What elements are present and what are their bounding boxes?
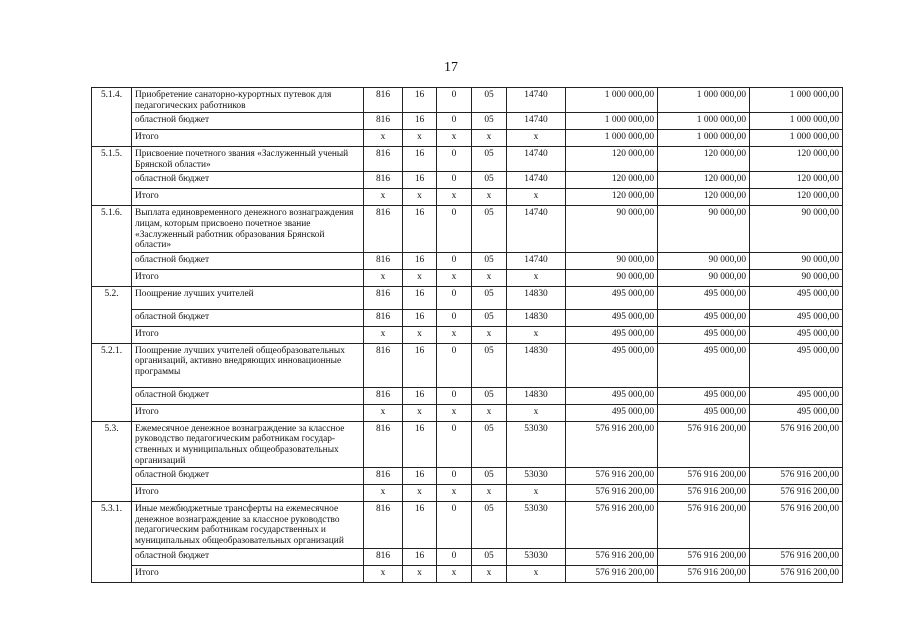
item-code: 5.1.6.: [92, 206, 132, 286]
classification-code: 14740: [507, 88, 566, 113]
total-label: Итого: [132, 269, 364, 286]
classification-code: 0: [437, 421, 472, 467]
amount-cell: 495 000,00: [750, 404, 843, 421]
classification-code: 0: [437, 172, 472, 189]
classification-code: 16: [403, 252, 437, 269]
table-row: [92, 286, 843, 309]
classification-code: 16: [403, 502, 437, 548]
classification-code: 14740: [507, 252, 566, 269]
table-row: [92, 206, 843, 252]
amount-cell: 576 916 200,00: [566, 421, 658, 467]
classification-code: 14830: [507, 286, 566, 309]
classification-code: 0: [437, 206, 472, 252]
amount-cell: 495 000,00: [566, 387, 658, 404]
amount-cell: 576 916 200,00: [750, 421, 843, 467]
classification-code: x: [472, 189, 507, 206]
classification-code: 14830: [507, 387, 566, 404]
amount-cell: 576 916 200,00: [658, 468, 750, 485]
classification-code: x: [364, 326, 403, 343]
classification-code: x: [507, 130, 566, 147]
classification-code: 816: [364, 172, 403, 189]
classification-code: x: [364, 269, 403, 286]
amount-cell: 495 000,00: [658, 343, 750, 387]
amount-cell: 576 916 200,00: [750, 485, 843, 502]
classification-code: 16: [403, 172, 437, 189]
classification-code: 16: [403, 147, 437, 172]
item-name: Приобретение санаторно-курортных путевок для педагогических работников: [132, 88, 364, 113]
item-code: 5.3.: [92, 421, 132, 501]
classification-code: 14740: [507, 206, 566, 252]
classification-code: 816: [364, 252, 403, 269]
amount-cell: 495 000,00: [566, 309, 658, 326]
amount-cell: 495 000,00: [658, 286, 750, 309]
total-row: [92, 326, 843, 343]
item-name: Выплата единовременного денежного вознаграждения лицам, которым присвоено почетное звание «Заслуженный работник образования Брянской области»: [132, 206, 364, 252]
classification-code: 53030: [507, 468, 566, 485]
item-name: Иные межбюджетные трансферты на ежемесячное денежное вознаграждение за классное руководство педагогическим работникам государственных и муниципальных общеобразовательных организаций: [132, 502, 364, 548]
budget-source: областной бюджет: [132, 468, 364, 485]
budget-row: [92, 468, 843, 485]
classification-code: x: [472, 404, 507, 421]
table-row: [92, 421, 843, 467]
amount-cell: 576 916 200,00: [658, 548, 750, 565]
total-label: Итого: [132, 485, 364, 502]
classification-code: 816: [364, 113, 403, 130]
classification-code: 05: [472, 252, 507, 269]
amount-cell: 120 000,00: [658, 189, 750, 206]
classification-code: 0: [437, 309, 472, 326]
total-row: [92, 485, 843, 502]
total-label: Итого: [132, 130, 364, 147]
total-row: [92, 404, 843, 421]
classification-code: x: [472, 130, 507, 147]
classification-code: 16: [403, 88, 437, 113]
amount-cell: 90 000,00: [658, 206, 750, 252]
table-row: [92, 343, 843, 387]
amount-cell: 120 000,00: [750, 147, 843, 172]
classification-code: 14830: [507, 309, 566, 326]
classification-code: 0: [437, 286, 472, 309]
amount-cell: 90 000,00: [566, 269, 658, 286]
amount-cell: 120 000,00: [658, 172, 750, 189]
amount-cell: 1 000 000,00: [658, 88, 750, 113]
amount-cell: 1 000 000,00: [566, 113, 658, 130]
classification-code: x: [403, 269, 437, 286]
amount-cell: 576 916 200,00: [658, 421, 750, 467]
classification-code: 14740: [507, 113, 566, 130]
amount-cell: 495 000,00: [750, 286, 843, 309]
budget-row: [92, 113, 843, 130]
classification-code: x: [507, 189, 566, 206]
classification-code: 816: [364, 88, 403, 113]
classification-code: 0: [437, 548, 472, 565]
classification-code: 816: [364, 387, 403, 404]
budget-row: [92, 387, 843, 404]
budget-row: [92, 252, 843, 269]
amount-cell: 1 000 000,00: [566, 130, 658, 147]
classification-code: 16: [403, 343, 437, 387]
budget-row: [92, 172, 843, 189]
classification-code: 16: [403, 421, 437, 467]
classification-code: 14830: [507, 343, 566, 387]
classification-code: 16: [403, 468, 437, 485]
item-code: 5.1.5.: [92, 147, 132, 206]
classification-code: 0: [437, 502, 472, 548]
classification-code: x: [437, 130, 472, 147]
classification-code: x: [403, 130, 437, 147]
classification-code: x: [437, 326, 472, 343]
budget-source: областной бюджет: [132, 172, 364, 189]
classification-code: 05: [472, 309, 507, 326]
amount-cell: 495 000,00: [750, 387, 843, 404]
classification-code: 05: [472, 468, 507, 485]
item-code: 5.3.1.: [92, 502, 132, 582]
classification-code: x: [437, 404, 472, 421]
amount-cell: 120 000,00: [750, 172, 843, 189]
amount-cell: 495 000,00: [566, 404, 658, 421]
amount-cell: 495 000,00: [658, 387, 750, 404]
amount-cell: 120 000,00: [566, 172, 658, 189]
amount-cell: 90 000,00: [750, 252, 843, 269]
table-row: [92, 147, 843, 172]
classification-code: x: [437, 565, 472, 582]
budget-row: [92, 548, 843, 565]
classification-code: x: [364, 404, 403, 421]
classification-code: x: [437, 189, 472, 206]
classification-code: x: [472, 269, 507, 286]
classification-code: 05: [472, 548, 507, 565]
amount-cell: 120 000,00: [566, 189, 658, 206]
amount-cell: 576 916 200,00: [750, 548, 843, 565]
item-code: 5.2.1.: [92, 343, 132, 421]
item-name: Ежемесячное денежное вознаграждение за классное руководство педагогическим работникам государ-ственных и муниципальных общеобразовательных организаций: [132, 421, 364, 467]
amount-cell: 576 916 200,00: [750, 565, 843, 582]
classification-code: 0: [437, 147, 472, 172]
amount-cell: 495 000,00: [750, 343, 843, 387]
amount-cell: 495 000,00: [566, 286, 658, 309]
classification-code: 05: [472, 88, 507, 113]
classification-code: 16: [403, 387, 437, 404]
total-label: Итого: [132, 404, 364, 421]
classification-code: 816: [364, 206, 403, 252]
budget-source: областной бюджет: [132, 309, 364, 326]
classification-code: x: [403, 404, 437, 421]
amount-cell: 576 916 200,00: [750, 502, 843, 548]
amount-cell: 1 000 000,00: [658, 113, 750, 130]
classification-code: 16: [403, 548, 437, 565]
classification-code: 16: [403, 309, 437, 326]
amount-cell: 495 000,00: [566, 343, 658, 387]
classification-code: 0: [437, 113, 472, 130]
classification-code: 05: [472, 206, 507, 252]
classification-code: 816: [364, 468, 403, 485]
amount-cell: 576 916 200,00: [566, 548, 658, 565]
classification-code: 16: [403, 206, 437, 252]
classification-code: x: [472, 485, 507, 502]
amount-cell: 495 000,00: [750, 309, 843, 326]
classification-code: 53030: [507, 548, 566, 565]
classification-code: 0: [437, 343, 472, 387]
amount-cell: 90 000,00: [750, 269, 843, 286]
classification-code: x: [507, 565, 566, 582]
amount-cell: 120 000,00: [566, 147, 658, 172]
amount-cell: 495 000,00: [658, 309, 750, 326]
amount-cell: 576 916 200,00: [566, 485, 658, 502]
total-row: [92, 565, 843, 582]
total-row: [92, 130, 843, 147]
total-row: [92, 269, 843, 286]
amount-cell: 90 000,00: [566, 252, 658, 269]
classification-code: 16: [403, 286, 437, 309]
amount-cell: 576 916 200,00: [566, 565, 658, 582]
classification-code: x: [403, 189, 437, 206]
classification-code: x: [437, 485, 472, 502]
item-name: Поощрение лучших учителей: [132, 286, 364, 309]
amount-cell: 495 000,00: [658, 404, 750, 421]
classification-code: x: [472, 565, 507, 582]
budget-source: областной бюджет: [132, 252, 364, 269]
classification-code: x: [364, 189, 403, 206]
classification-code: x: [507, 326, 566, 343]
amount-cell: 1 000 000,00: [658, 130, 750, 147]
classification-code: 05: [472, 421, 507, 467]
amount-cell: 576 916 200,00: [566, 468, 658, 485]
amount-cell: 576 916 200,00: [658, 502, 750, 548]
page-number: 17: [444, 60, 458, 75]
classification-code: 14740: [507, 147, 566, 172]
item-name: Присвоение почетного звания «Заслуженный ученый Брянской области»: [132, 147, 364, 172]
classification-code: x: [364, 565, 403, 582]
classification-code: 53030: [507, 502, 566, 548]
classification-code: 816: [364, 286, 403, 309]
total-label: Итого: [132, 189, 364, 206]
amount-cell: 120 000,00: [658, 147, 750, 172]
classification-code: 05: [472, 343, 507, 387]
amount-cell: 120 000,00: [750, 189, 843, 206]
classification-code: 05: [472, 113, 507, 130]
classification-code: 0: [437, 468, 472, 485]
amount-cell: 90 000,00: [750, 206, 843, 252]
classification-code: 816: [364, 421, 403, 467]
classification-code: 816: [364, 502, 403, 548]
amount-cell: 576 916 200,00: [566, 502, 658, 548]
amount-cell: 90 000,00: [566, 206, 658, 252]
budget-table: [91, 87, 843, 583]
classification-code: 816: [364, 147, 403, 172]
amount-cell: 90 000,00: [658, 269, 750, 286]
table-body: [92, 88, 843, 583]
amount-cell: 576 916 200,00: [658, 565, 750, 582]
amount-cell: 495 000,00: [750, 326, 843, 343]
classification-code: 53030: [507, 421, 566, 467]
classification-code: x: [364, 485, 403, 502]
amount-cell: 1 000 000,00: [750, 130, 843, 147]
amount-cell: 576 916 200,00: [750, 468, 843, 485]
amount-cell: 495 000,00: [658, 326, 750, 343]
classification-code: x: [364, 130, 403, 147]
classification-code: 16: [403, 113, 437, 130]
classification-code: 816: [364, 309, 403, 326]
item-name: Поощрение лучших учителей общеобразовательных организаций, активно внедряющих инновационные программы: [132, 343, 364, 387]
classification-code: x: [472, 326, 507, 343]
amount-cell: 1 000 000,00: [566, 88, 658, 113]
item-code: 5.1.4.: [92, 88, 132, 147]
amount-cell: 495 000,00: [566, 326, 658, 343]
classification-code: 0: [437, 88, 472, 113]
classification-code: 05: [472, 147, 507, 172]
classification-code: x: [507, 404, 566, 421]
budget-source: областной бюджет: [132, 387, 364, 404]
item-code: 5.2.: [92, 286, 132, 343]
total-label: Итого: [132, 565, 364, 582]
classification-code: 05: [472, 172, 507, 189]
amount-cell: 1 000 000,00: [750, 113, 843, 130]
amount-cell: 576 916 200,00: [658, 485, 750, 502]
classification-code: x: [507, 485, 566, 502]
amount-cell: 90 000,00: [658, 252, 750, 269]
classification-code: 05: [472, 387, 507, 404]
budget-source: областной бюджет: [132, 113, 364, 130]
budget-row: [92, 309, 843, 326]
classification-code: 0: [437, 387, 472, 404]
amount-cell: 1 000 000,00: [750, 88, 843, 113]
classification-code: 05: [472, 286, 507, 309]
total-row: [92, 189, 843, 206]
classification-code: 816: [364, 343, 403, 387]
budget-source: областной бюджет: [132, 548, 364, 565]
classification-code: x: [403, 485, 437, 502]
classification-code: x: [403, 326, 437, 343]
classification-code: x: [403, 565, 437, 582]
table-row: [92, 88, 843, 113]
classification-code: x: [437, 269, 472, 286]
table-row: [92, 502, 843, 548]
total-label: Итого: [132, 326, 364, 343]
classification-code: 816: [364, 548, 403, 565]
classification-code: 0: [437, 252, 472, 269]
classification-code: 14740: [507, 172, 566, 189]
classification-code: 05: [472, 502, 507, 548]
classification-code: x: [507, 269, 566, 286]
